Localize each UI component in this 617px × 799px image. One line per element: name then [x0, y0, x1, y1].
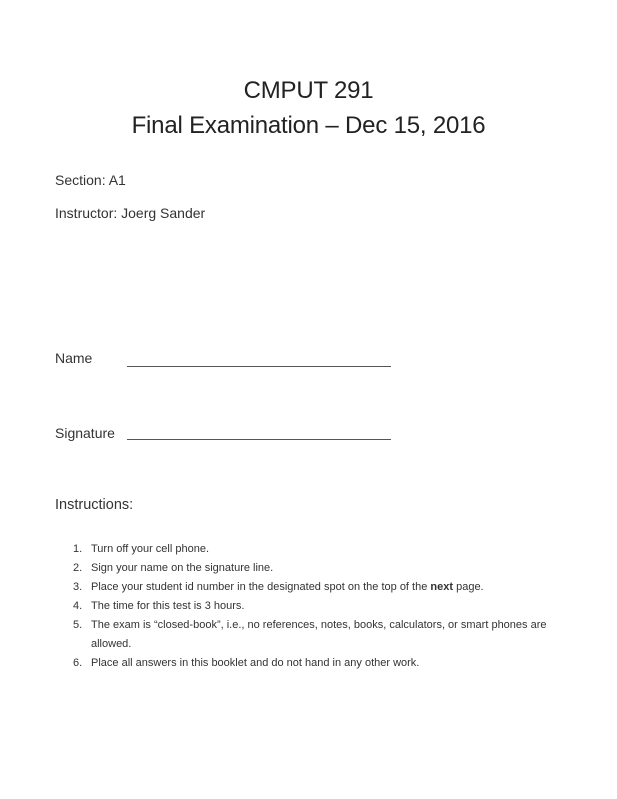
instructions-heading: Instructions: — [55, 497, 134, 513]
instruction-text-part: Place your student id number in the designated spot on the top of the — [91, 581, 431, 593]
instruction-item — [0, 616, 617, 654]
instruction-text: The time for this test is 3 hours. — [91, 600, 245, 612]
instruction-text: The exam is “closed-book”, i.e., no references, notes, books, calculators, or smart phones are allowed. — [91, 619, 547, 650]
instruction-number: 4. — [73, 600, 83, 612]
name-field-line — [127, 366, 391, 367]
instruction-number: 1. — [73, 543, 83, 555]
instruction-text — [91, 581, 484, 593]
exam-title: Final Examination – Dec 15, 2016 — [131, 112, 486, 139]
instruction-item — [0, 654, 617, 673]
course-title: CMPUT 291 — [243, 77, 374, 104]
instruction-text: Turn off your cell phone. — [91, 543, 210, 555]
instruction-item — [0, 597, 617, 616]
instruction-number: 5. — [73, 619, 83, 631]
name-label: Name — [55, 350, 93, 366]
instruction-item — [0, 559, 617, 578]
instruction-item — [0, 540, 617, 559]
section-label: Section: A1 — [55, 172, 126, 188]
instruction-number: 2. — [73, 562, 83, 574]
instruction-number: 3. — [73, 581, 83, 593]
instructor-label: Instructor: Joerg Sander — [55, 205, 206, 221]
instruction-text-part: page. — [453, 581, 484, 593]
instruction-text: Place all answers in this booklet and do not hand in any other work. — [91, 657, 420, 669]
instructions-list — [0, 540, 617, 673]
instruction-text: Sign your name on the signature line. — [91, 562, 274, 574]
signature-label: Signature — [55, 425, 115, 441]
instruction-emphasis: next — [430, 581, 454, 593]
instruction-number: 6. — [73, 657, 83, 669]
signature-field-line — [127, 439, 391, 440]
instruction-item — [0, 578, 617, 597]
